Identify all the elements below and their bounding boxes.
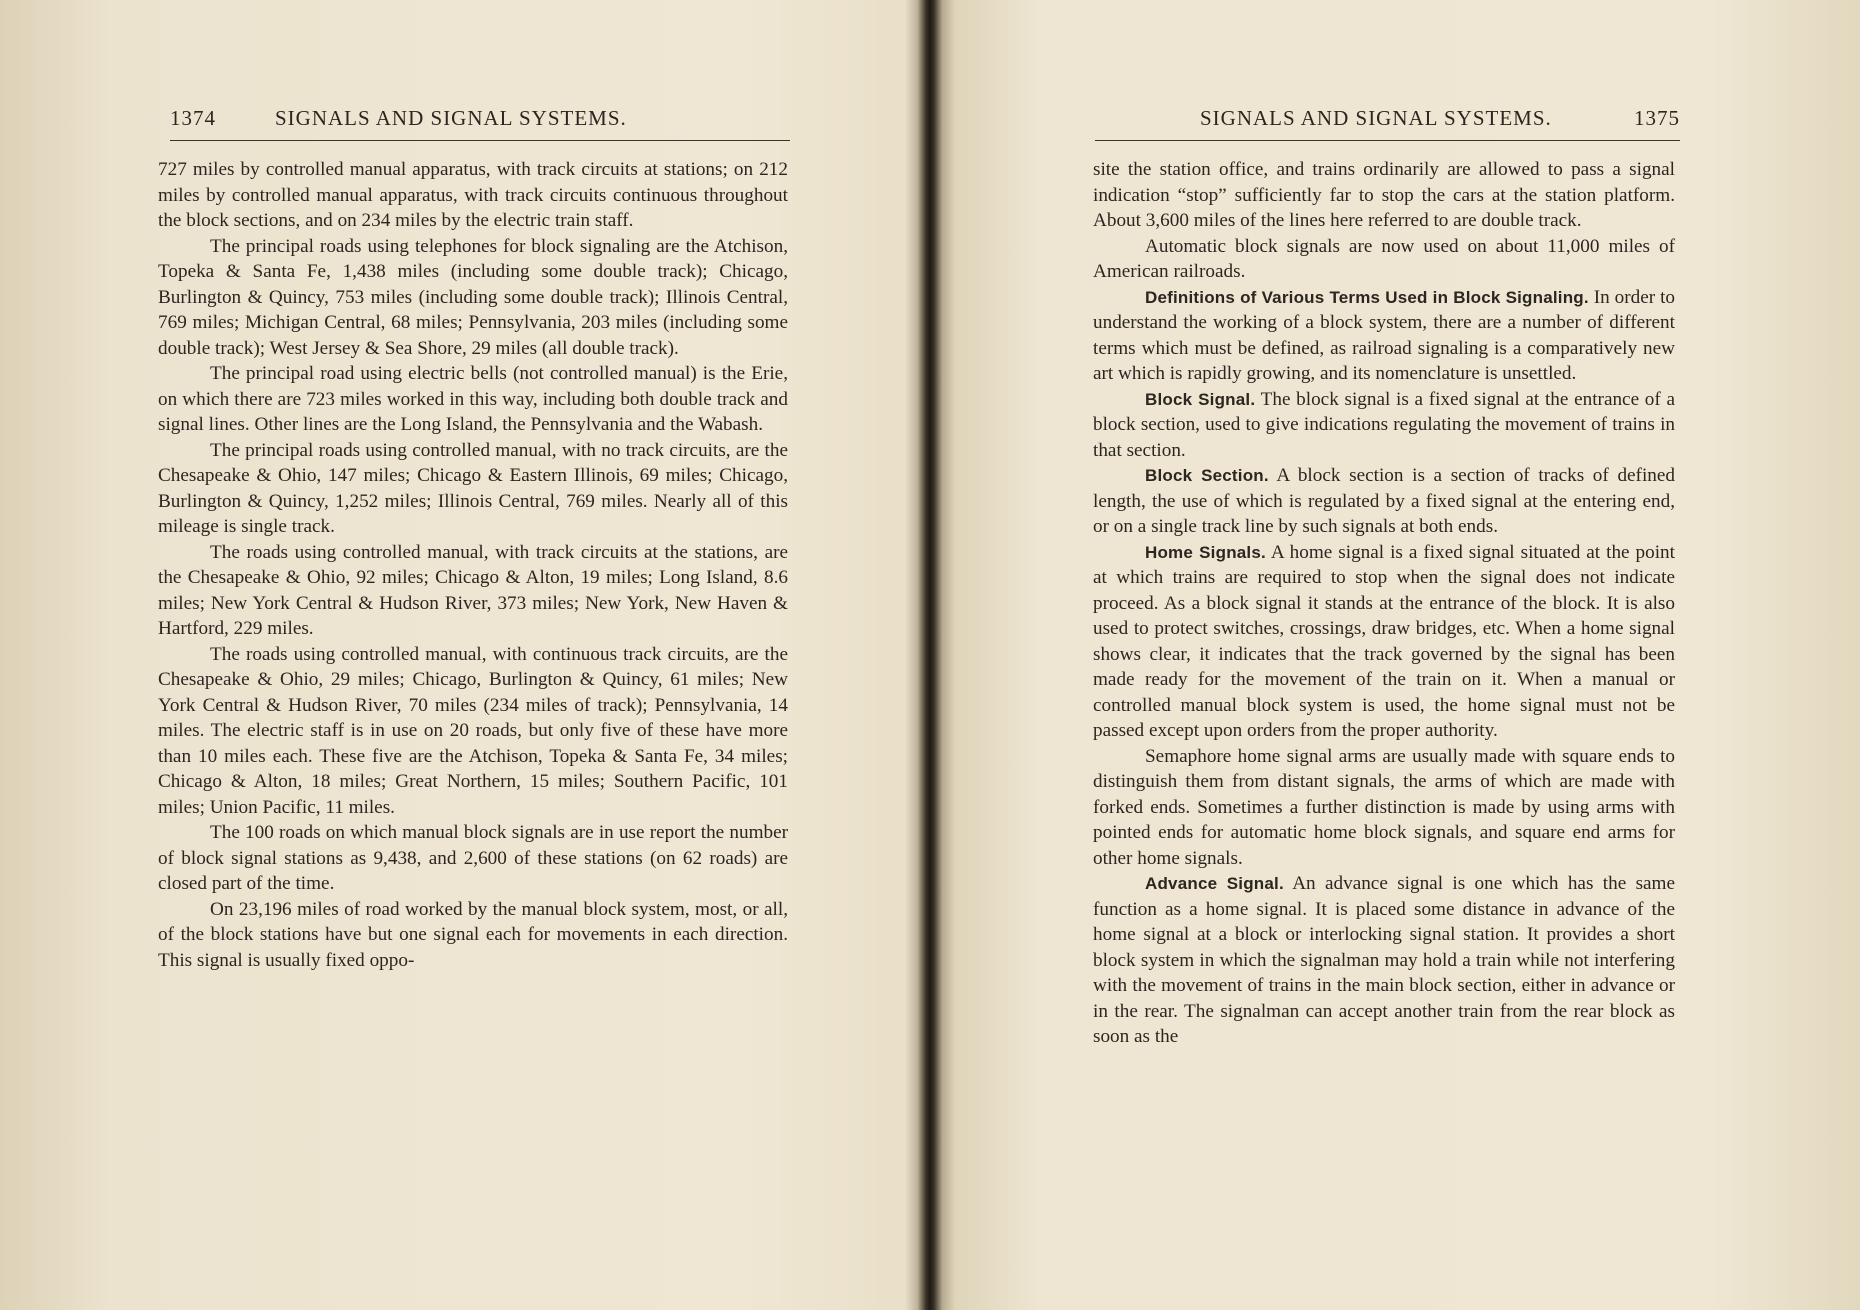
paragraph-text: A block section is a section of tracks of defined length, the use of which is regulated by a fixed signal at the entering end, or on a single track line by such signals at both ends. — [1093, 465, 1675, 537]
paragraph: The principal roads using controlled manual, with no track circuits, are the Chesapeake & Ohio, 147 miles; Chicago & Eastern Illinois, 69 miles; Chicago, Burlington & Quincy, 1,252 miles; Illinois Central, 769 miles. Nearly all of this mileage is single track. — [158, 439, 788, 537]
paragraph: The principal roads using telephones for block signaling are the Atchison, Topeka & Santa Fe, 1,438 miles (including some double track); Chicago, Burlington & Quincy, 753 miles (including some double track); Illinois Central, 769 miles; Michigan Central, 68 miles; Pennsylvania, 203 miles (including some double track); West Jersey & Sea Shore, 29 miles (all double track). — [158, 235, 788, 359]
page-number: 1374 — [170, 106, 216, 130]
section-heading: Definitions of Various Terms Used in Block Signaling. — [1145, 287, 1589, 307]
header-rule — [1095, 140, 1680, 141]
paragraph: The principal road using electric bells (not controlled manual) is the Erie, on which there are 723 miles worked in this way, including both double track and signal lines. Other lines are the Long Island, the Pennsylvania and the Wabash. — [158, 363, 788, 435]
paragraph — [1093, 463, 1675, 540]
page-number: 1375 — [1634, 106, 1680, 130]
paragraph — [1093, 744, 1675, 872]
term-heading: Block Signal. — [1145, 389, 1256, 409]
left-page — [0, 0, 905, 1310]
paragraph-text: site the station office, and trains ordinarily are allowed to pass a signal indication “stop” sufficiently far to stop the cars at the station platform. About 3,600 miles of the lines here referred to are double track. — [1093, 159, 1675, 231]
header-rule — [170, 140, 790, 141]
paragraph: The roads using controlled manual, with track circuits at the stations, are the Chesapeake & Ohio, 92 miles; Chicago & Alton, 19 miles; Long Island, 8.6 miles; New York Central & Hudson River, 373 miles; New York, New Haven & Hartford, 229 miles. — [158, 541, 788, 639]
paragraph — [1093, 387, 1675, 464]
term-heading: Block Section. — [1145, 466, 1269, 485]
term-heading: Home Signals. — [1145, 542, 1266, 562]
term-heading: Advance Signal. — [1145, 874, 1284, 893]
paragraph — [1093, 871, 1675, 1050]
right-page — [955, 0, 1860, 1310]
paragraph — [1093, 285, 1675, 387]
left-page-header — [170, 106, 790, 134]
paragraph-text: An advance signal is one which has the same function as a home signal. It is placed some distance in advance of the home signal at a block or interlocking signal station. It provides a short block system in which the signalman may hold a train while not interfering with the movement of trains in the main block section, either in advance or in the rear. The signalman can accept another train from the rear block as soon as the — [1093, 873, 1675, 1047]
running-head: SIGNALS AND SIGNAL SYSTEMS. — [1200, 106, 1552, 130]
paragraph-text: Semaphore home signal arms are usually made with square ends to distinguish them from distant signals, the arms of which are made with forked ends. Sometimes a further distinction is made by using arms with pointed ends for automatic home block signals, and square end arms for other home signals. — [1093, 745, 1675, 869]
paragraph: On 23,196 miles of road worked by the manual block system, most, or all, of the block stations have but one signal each for movements in each direction. This signal is usually fixed oppo- — [158, 898, 788, 971]
paragraph — [1093, 540, 1675, 744]
paragraph: The 100 roads on which manual block signals are in use report the number of block signal stations as 9,438, and 2,600 of these stations (on 62 roads) are closed part of the time. — [158, 822, 788, 894]
left-page-body — [158, 157, 788, 973]
paragraph-text: A home signal is a fixed signal situated at the point at which trains are required to stop when the signal does not indicate proceed. As a block signal it stands at the entrance of the block. It is also used to protect switches, crossings, draw bridges, etc. When a home signal shows clear, it indicates that the track governed by the signal has been made ready for the movement of the train on it. When a manual or controlled manual block system is used, the home signal must not be passed except upon orders from the proper authority. — [1093, 541, 1675, 741]
paragraph-text: The block signal is a fixed signal at the entrance of a block section, used to give indications regulating the movement of trains in that section. — [1093, 388, 1675, 461]
right-page-header — [1095, 106, 1680, 134]
paragraph — [1093, 157, 1675, 234]
paragraph-text: In order to understand the working of a block system, there are a number of different terms which must be defined, as railroad signaling is a comparatively new art which is rapidly growing, and its nomenclature is unsettled. — [1093, 286, 1675, 384]
right-page-body — [1093, 157, 1675, 1050]
paragraph: 727 miles by controlled manual apparatus, with track circuits at stations; on 212 miles by controlled manual apparatus, with track circuits continuous throughout the block sections, and on 234 miles by the electric train staff. — [158, 159, 788, 231]
paragraph: The roads using controlled manual, with continuous track circuits, are the Chesapeake & Ohio, 29 miles; Chicago, Burlington & Quincy, 61 miles; New York Central & Hudson River, 70 miles (234 miles of track); Pennsylvania, 14 miles. The electric staff is in use on 20 roads, but only five of these have more than 10 miles each. These five are the Atchison, Topeka & Santa Fe, 34 miles; Chicago & Alton, 18 miles; Great Northern, 15 miles; Southern Pacific, 101 miles; Union Pacific, 11 miles. — [158, 643, 788, 818]
paragraph — [1093, 234, 1675, 285]
book-gutter — [905, 0, 955, 1310]
paragraph-text: Automatic block signals are now used on about 11,000 miles of American railroads. — [1093, 235, 1675, 282]
running-head: SIGNALS AND SIGNAL SYSTEMS. — [275, 106, 627, 130]
